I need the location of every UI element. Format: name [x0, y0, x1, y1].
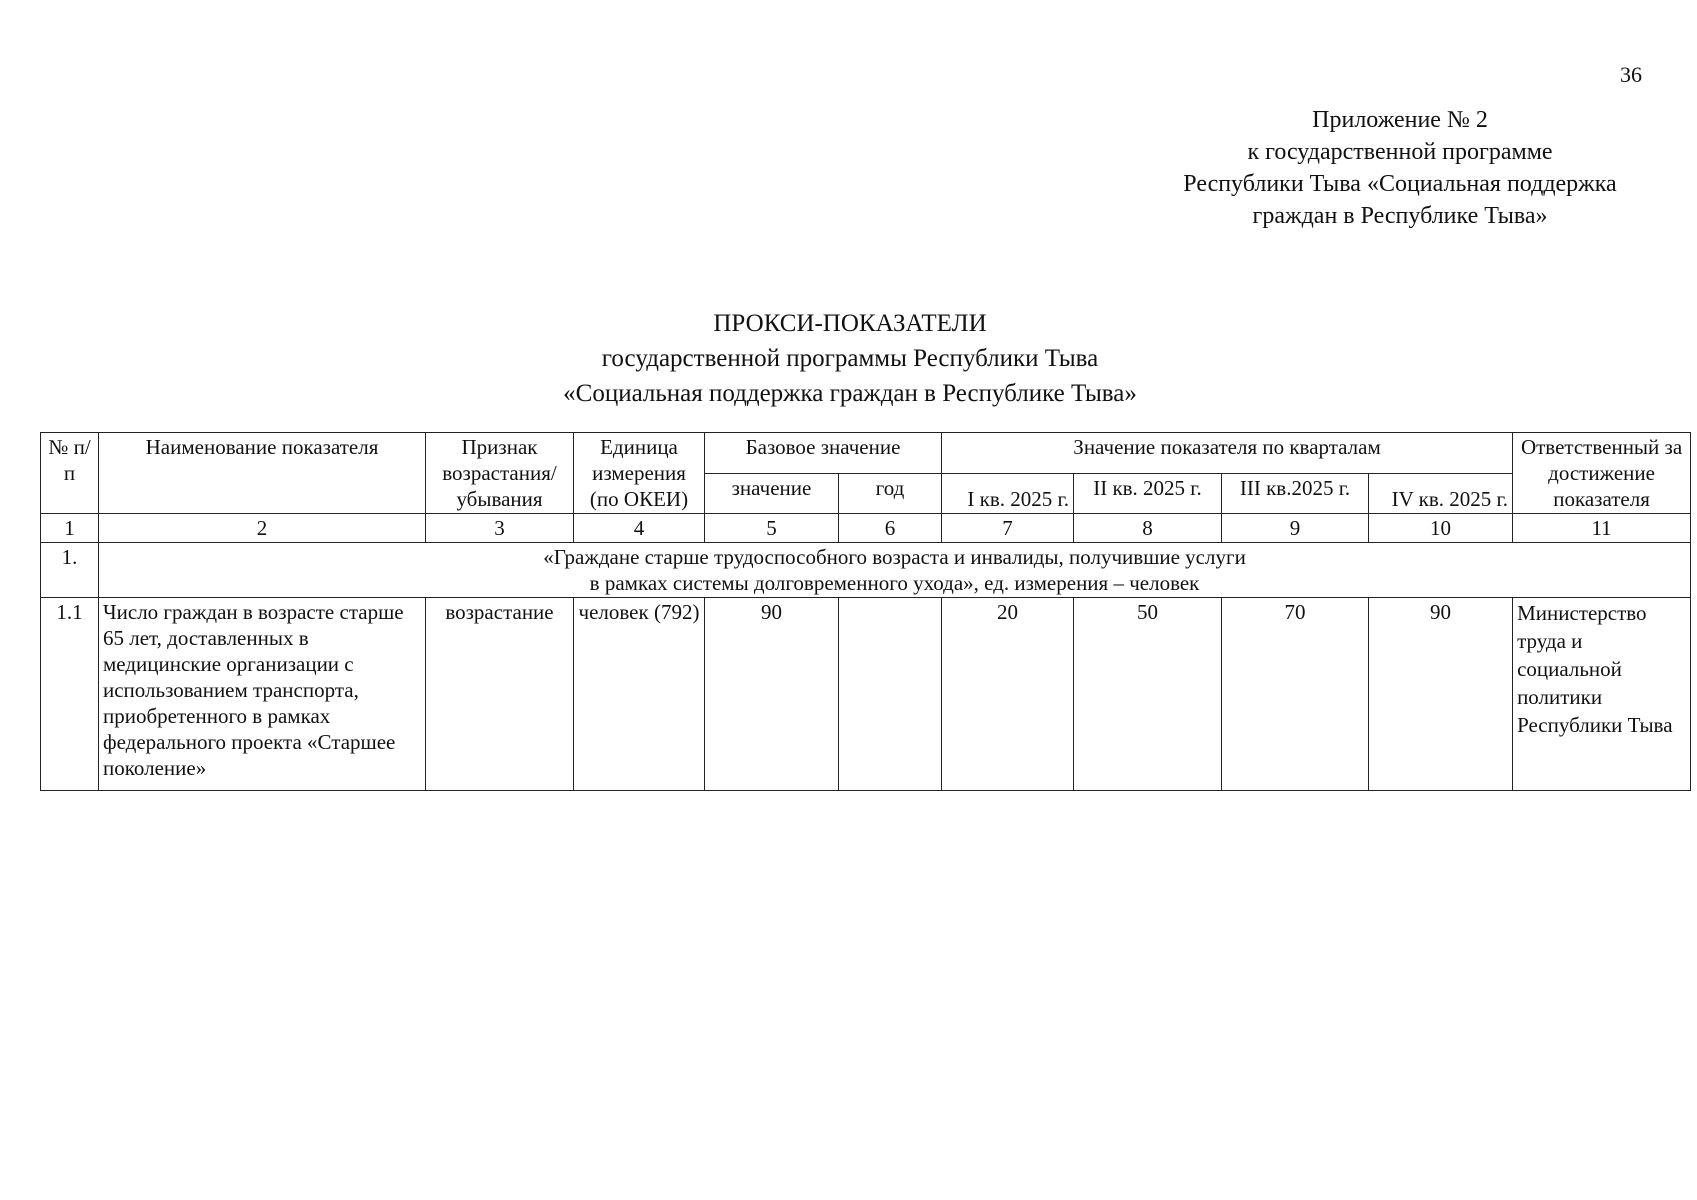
- header-q2: II кв. 2025 г.: [1074, 473, 1222, 514]
- row-sign: возрастание: [426, 598, 574, 791]
- header-responsible: Ответственный за достижение показателя: [1513, 433, 1691, 514]
- appendix-line-3: Республики Тыва «Социальная поддержка: [1183, 171, 1617, 197]
- row-q3: 70: [1222, 598, 1369, 791]
- row-responsible: Министерство труда и социальной политики Республики Тыва: [1513, 598, 1691, 791]
- column-number: 3: [426, 514, 574, 543]
- column-numbers-row: [41, 514, 1691, 543]
- column-number: 2: [99, 514, 426, 543]
- appendix-note: [1130, 104, 1670, 232]
- title-line-2: государственной программы Республики Тыва: [601, 345, 1099, 372]
- column-number: 6: [839, 514, 942, 543]
- table-row: [41, 598, 1691, 791]
- header-base: Базовое значение: [705, 433, 942, 474]
- header-unit: Единица измерения (по ОКЕИ): [574, 433, 705, 514]
- header-base-year: год: [839, 473, 942, 514]
- row-q1: 20: [942, 598, 1074, 791]
- header-quarters: Значение показателя по кварталам: [942, 433, 1513, 474]
- appendix-line-4: граждан в Республике Тыва»: [1252, 203, 1548, 229]
- header-base-value: значение: [705, 473, 839, 514]
- row-q2: 50: [1074, 598, 1222, 791]
- section-title: [99, 543, 1691, 598]
- column-number: 9: [1222, 514, 1369, 543]
- section-num: 1.: [41, 543, 99, 598]
- column-number: 8: [1074, 514, 1222, 543]
- row-unit: человек (792): [574, 598, 705, 791]
- header-sign: Признак возрастания/ убывания: [426, 433, 574, 514]
- row-base-value: 90: [705, 598, 839, 791]
- column-number: 11: [1513, 514, 1691, 543]
- header-row-1: [41, 433, 1691, 474]
- proxy-indicators-table: [40, 432, 1691, 791]
- header-num: № п/п: [41, 433, 99, 514]
- section-title-line-2: в рамках системы долговременного ухода», ед. измерения – человек: [589, 571, 1200, 595]
- page-number: 36: [1620, 62, 1642, 87]
- header-q1: I кв. 2025 г.: [942, 473, 1074, 514]
- header-q3: III кв.2025 г.: [1222, 473, 1369, 514]
- column-number: 1: [41, 514, 99, 543]
- row-indicator-name: Число граждан в возрасте старше 65 лет, доставленных в медицинские организации с использованием транспорта, приобретенного в рамках федерального проекта «Старшее поколение»: [99, 598, 426, 791]
- row-base-year: [839, 598, 942, 791]
- column-number: 7: [942, 514, 1074, 543]
- section-row: [41, 543, 1691, 598]
- column-number: 5: [705, 514, 839, 543]
- header-q4: IV кв. 2025 г.: [1369, 473, 1513, 514]
- column-number: 10: [1369, 514, 1513, 543]
- row-q4: 90: [1369, 598, 1513, 791]
- appendix-line-2: к государственной программе: [1247, 139, 1553, 165]
- row-num: 1.1: [41, 598, 99, 791]
- header-name: Наименование показателя: [99, 433, 426, 514]
- appendix-line-1: Приложение № 2: [1312, 107, 1488, 133]
- column-number: 4: [574, 514, 705, 543]
- title-line-3: «Социальная поддержка граждан в Республике Тыва»: [563, 380, 1137, 407]
- document-title: [350, 306, 1350, 411]
- title-line-1: ПРОКСИ-ПОКАЗАТЕЛИ: [713, 310, 987, 337]
- section-title-line-1: «Граждане старше трудоспособного возраста и инвалиды, получившие услуги: [543, 545, 1246, 569]
